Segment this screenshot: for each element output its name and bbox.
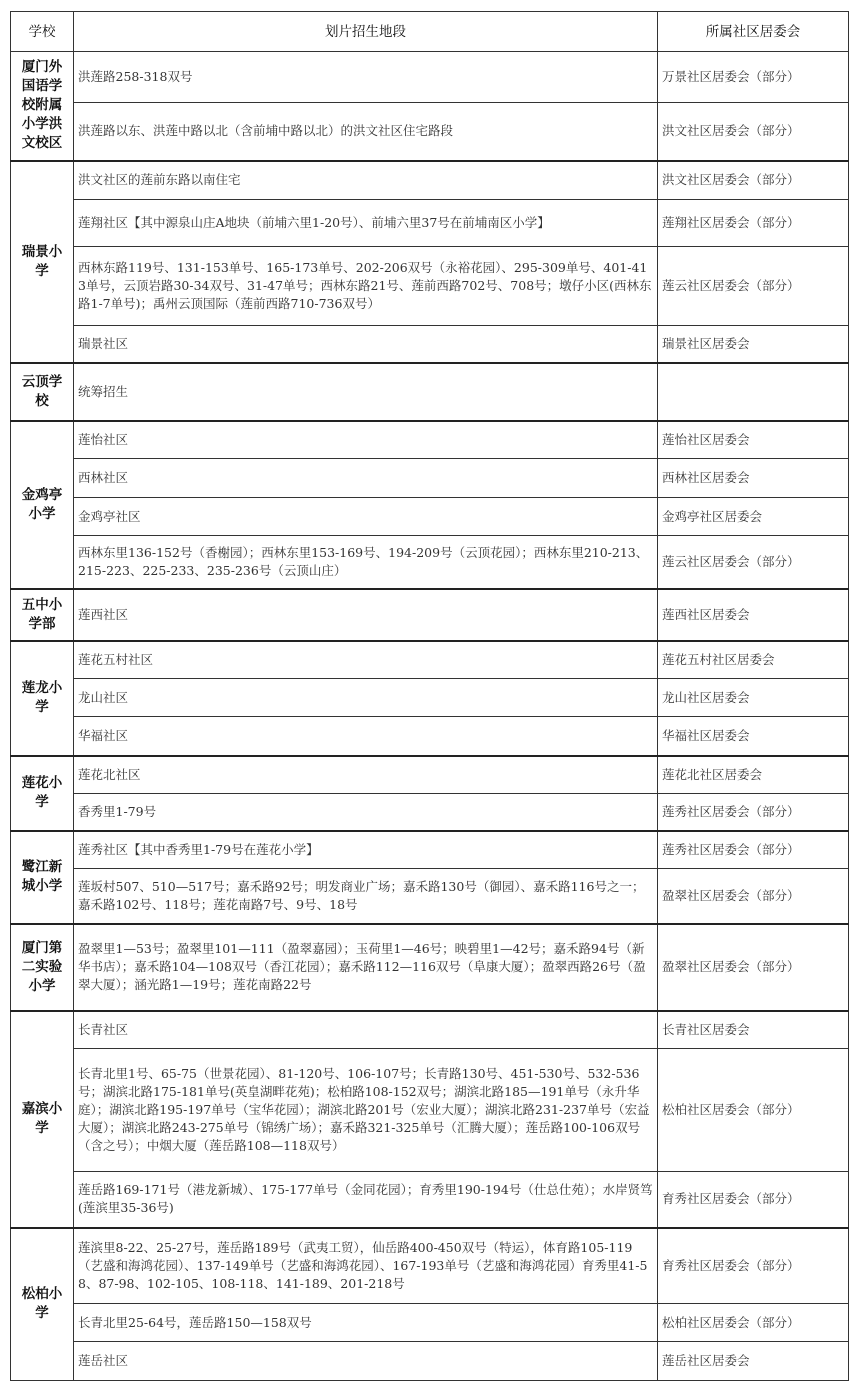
school-name: 鹭江新城小学 (21, 859, 63, 894)
community-cell: 莲云社区居委会（部分） (658, 536, 849, 589)
community-cell: 松柏社区居委会（部分） (658, 1049, 849, 1172)
area-cell: 盈翠里1—53号；盈翠里101—111（盈翠嘉园）；玉荷里1—46号；映碧里1—42号；嘉禾路94号（新华书店）；嘉禾路104—108双号（香江花园）；嘉禾路112—116双号（阜康大厦）；盈翠西路26号（盈翠大厦）；涵光路1—19号；莲花南路22号 (74, 924, 658, 1011)
table-row (11, 421, 849, 459)
school-name: 莲花小学 (21, 775, 63, 810)
community-cell: 松柏社区居委会（部分） (658, 1304, 849, 1342)
table-row (11, 161, 849, 200)
community-cell: 洪文社区居委会（部分） (658, 103, 849, 161)
school-cell-lianhua (11, 756, 74, 831)
area-cell: 长青北里1号、65-75（世景花园）、81-120号、106-107号；长青路130号、451-530号、532-536号；湖滨北路175-181单号(英皇湖畔花苑)；松柏路108-152双号；湖滨北路185—191单号（永升华庭）；湖滨北路195-197单号（宝华花园）；湖滨北路201号（宏业大厦）；湖滨北路231-237单号（宏益大厦）；湖滨北路243-275单号（锦绣广场）；嘉禾路321-325单号（汇腾大厦）；莲岳路100-106双号（含之号）；中烟大厦（莲岳路108—118双号） (74, 1049, 658, 1172)
community-cell (658, 363, 849, 421)
header-community: 所属社区居委会 (658, 12, 849, 52)
table-row (11, 589, 849, 641)
area-cell: 洪文社区的莲前东路以南住宅 (74, 161, 658, 200)
area-cell: 西林东路119号、131-153单号、165-173单号、202-206双号（永裕花园）、295-309单号、401-413单号，云顶岩路30-34双号、31-47单号；西林东路21号、莲前西路702号、708号；墩仔小区(西林东路1-7单号)；禹州云顶国际（莲前西路710-736双号） (74, 247, 658, 326)
school-name: 瑞景小学 (21, 243, 63, 279)
school-cell-second-experimental (11, 924, 74, 1011)
table-row (11, 498, 849, 536)
school-district-table (10, 11, 849, 1381)
table-row (11, 641, 849, 679)
community-cell: 金鸡亭社区居委会 (658, 498, 849, 536)
table-row (11, 679, 849, 717)
header-school: 学校 (11, 12, 74, 52)
table-row (11, 52, 849, 103)
table-row (11, 1049, 849, 1172)
table-row (11, 247, 849, 326)
area-cell: 瑞景社区 (74, 326, 658, 363)
area-cell: 莲花北社区 (74, 756, 658, 794)
table-row (11, 536, 849, 589)
community-cell: 莲花五村社区居委会 (658, 641, 849, 679)
community-cell: 长青社区居委会 (658, 1011, 849, 1049)
area-cell: 香秀里1-79号 (74, 794, 658, 831)
community-cell: 盈翠社区居委会（部分） (658, 869, 849, 924)
area-cell: 龙山社区 (74, 679, 658, 717)
table-row (11, 869, 849, 924)
school-name: 云顶学校 (21, 373, 63, 409)
table-row (11, 1304, 849, 1342)
school-cell-lujiang-xincheng (11, 831, 74, 924)
school-name: 嘉滨小学 (21, 1101, 63, 1136)
table-header-row (11, 12, 849, 52)
table-row (11, 103, 849, 161)
header-area: 划片招生地段 (74, 12, 658, 52)
community-cell: 洪文社区居委会（部分） (658, 161, 849, 200)
document-page (10, 11, 849, 1381)
community-cell: 万景社区居委会（部分） (658, 52, 849, 103)
area-cell: 华福社区 (74, 717, 658, 756)
school-name: 厦门第二实验小学 (21, 939, 63, 994)
area-cell: 莲西社区 (74, 589, 658, 641)
community-cell: 莲秀社区居委会（部分） (658, 831, 849, 869)
community-cell: 莲岳社区居委会 (658, 1342, 849, 1381)
table-row (11, 363, 849, 421)
area-cell: 莲岳社区 (74, 1342, 658, 1381)
school-cell-wuzhong (11, 589, 74, 641)
table-row (11, 1011, 849, 1049)
table-row (11, 200, 849, 247)
school-cell-foreign-lang-hongwen (11, 52, 74, 161)
school-cell-jiabin (11, 1011, 74, 1228)
area-cell: 莲秀社区【其中香秀里1-79号在莲花小学】 (74, 831, 658, 869)
area-cell: 莲坂村507、510—517号；嘉禾路92号；明发商业广场；嘉禾路130号（御园）、嘉禾路116号之一；嘉禾路102号、118号；莲花南路7号、9号、18号 (74, 869, 658, 924)
community-cell: 莲翔社区居委会（部分） (658, 200, 849, 247)
school-name: 五中小学部 (21, 596, 63, 632)
table-row (11, 1342, 849, 1381)
area-cell: 金鸡亭社区 (74, 498, 658, 536)
area-cell: 统筹招生 (74, 363, 658, 421)
school-cell-lianlong (11, 641, 74, 756)
school-name: 莲龙小学 (21, 680, 63, 715)
community-cell: 莲云社区居委会（部分） (658, 247, 849, 326)
area-cell: 莲滨里8-22、25-27号，莲岳路189号（武夷工贸），仙岳路400-450双号（特运），体育路105-119（艺盛和海鸿花园）、137-149单号（艺盛和海鸿花园）、167-193单号（艺盛和海鸿花园）育秀里41-58、87-98、102-105、108-118、141-189、201-218号 (74, 1228, 658, 1304)
table-row (11, 924, 849, 1011)
area-cell: 长青北里25-64号，莲岳路150—158双号 (74, 1304, 658, 1342)
school-name: 金鸡亭小学 (21, 486, 63, 522)
community-cell: 育秀社区居委会（部分） (658, 1172, 849, 1228)
area-cell: 莲翔社区【其中源泉山庄A地块（前埔六里1-20号）、前埔六里37号在前埔南区小学】 (74, 200, 658, 247)
community-cell: 西林社区居委会 (658, 459, 849, 498)
community-cell: 瑞景社区居委会 (658, 326, 849, 363)
school-cell-ruijing (11, 161, 74, 363)
table-row (11, 794, 849, 831)
community-cell: 育秀社区居委会（部分） (658, 1228, 849, 1304)
area-cell: 莲岳路169-171号（港龙新城）、175-177单号（金同花园）；育秀里190-194号（仕总仕苑）；水岸贤笃(莲滨里35-36号) (74, 1172, 658, 1228)
area-cell: 长青社区 (74, 1011, 658, 1049)
area-cell: 洪莲路以东、洪莲中路以北（含前埔中路以北）的洪文社区住宅路段 (74, 103, 658, 161)
table-row (11, 717, 849, 756)
area-cell: 莲怡社区 (74, 421, 658, 459)
community-cell: 盈翠社区居委会（部分） (658, 924, 849, 1011)
table-row (11, 459, 849, 498)
community-cell: 莲西社区居委会 (658, 589, 849, 641)
table-row (11, 326, 849, 363)
community-cell: 莲秀社区居委会（部分） (658, 794, 849, 831)
area-cell: 洪莲路258-318双号 (74, 52, 658, 103)
area-cell: 西林东里136-152号（香榭园）；西林东里153-169号、194-209号（云顶花园）；西林东里210-213、215-223、225-233、235-236号（云顶山庄） (74, 536, 658, 589)
school-cell-jinjiting (11, 421, 74, 589)
table-row (11, 1172, 849, 1228)
table-row (11, 831, 849, 869)
school-name: 厦门外国语学校附属小学洪文校区 (21, 59, 63, 152)
area-cell: 西林社区 (74, 459, 658, 498)
community-cell: 龙山社区居委会 (658, 679, 849, 717)
school-name: 松柏小学 (21, 1286, 63, 1322)
community-cell: 华福社区居委会 (658, 717, 849, 756)
school-cell-yunding (11, 363, 74, 421)
area-cell: 莲花五村社区 (74, 641, 658, 679)
table-row (11, 1228, 849, 1304)
table-body (11, 52, 849, 1381)
community-cell: 莲花北社区居委会 (658, 756, 849, 794)
table-row (11, 756, 849, 794)
school-cell-songbai (11, 1228, 74, 1381)
community-cell: 莲怡社区居委会 (658, 421, 849, 459)
